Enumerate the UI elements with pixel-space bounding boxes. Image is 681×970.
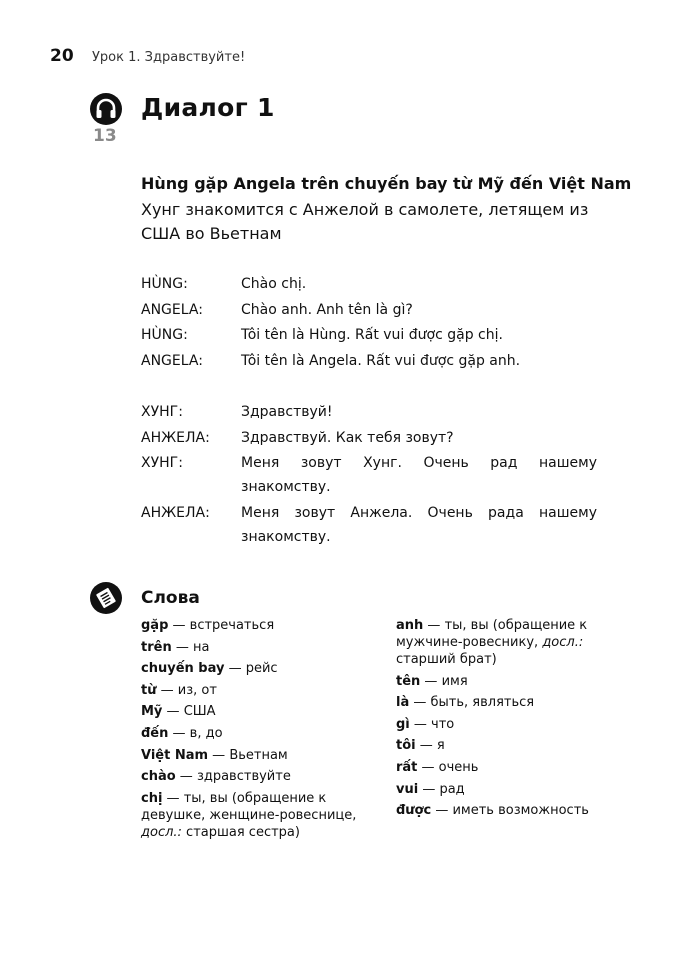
vocab-word: chào — [141, 769, 176, 785]
speaker-label: АНЖЕЛА: — [141, 429, 210, 446]
vocabulary-entry: Việt Nam — Вьетнам — [141, 747, 288, 763]
vocab-word: tên — [396, 673, 421, 689]
vocabulary-entry: gặp — встречаться — [141, 618, 275, 633]
section-title: Диалог 1 — [141, 93, 275, 122]
vocab-word: Việt Nam — [141, 747, 209, 763]
headphones-icon — [90, 93, 122, 125]
vocab-definition: я — [436, 738, 445, 754]
vocab-word: từ — [141, 682, 157, 698]
vocab-definition: США — [183, 704, 216, 720]
vocab-definition: рад — [439, 781, 465, 797]
speaker-label: АНЖЕЛА: — [141, 504, 210, 521]
vocab-word: rất — [396, 759, 418, 775]
vocab-word: gặp — [141, 618, 169, 633]
vocab-abbreviation: досл.: — [542, 635, 584, 650]
vocabulary-entry: trên — на — [141, 639, 210, 655]
vocabulary-entry: vui — рад — [396, 781, 465, 797]
vocab-word: Mỹ — [141, 704, 163, 720]
dialog-title-russian: Хунг знакомится с Анжелой в самолете, летящем из США во Вьетнам — [141, 200, 589, 243]
vocabulary-entry: từ — из, от — [141, 682, 217, 698]
speaker-label: ХУНГ: — [141, 455, 183, 471]
vocab-word: trên — [141, 639, 172, 655]
dialog-text: Chào anh. Anh tên là gì? — [241, 301, 413, 318]
dialog-line — [141, 426, 597, 450]
vocab-definition: ты, вы (обращение к мужчине-ровеснику, — [396, 618, 588, 650]
vocabulary-entry: rất — очень — [396, 759, 479, 775]
vocabulary-entry: được — иметь возможность — [396, 803, 589, 819]
speaker-label: HÙNG: — [141, 327, 188, 343]
vocab-abbreviation: досл.: — [141, 824, 182, 840]
vocab-definition: на — [192, 639, 210, 655]
speaker-label: HÙNG: — [141, 276, 188, 292]
vocabulary-entry: chào — здравствуйте — [141, 769, 291, 785]
vocab-definition: Вьетнам — [229, 747, 288, 763]
vocab-definition: в, до — [189, 725, 223, 741]
track-number: 13 — [93, 126, 117, 146]
vocabulary-entry: tên — имя — [396, 673, 468, 689]
dialog-line — [141, 451, 597, 499]
vocab-word: chị — [141, 790, 163, 806]
vocab-definition: имя — [441, 673, 468, 689]
dialog-text: Меня зовут Хунг. Очень рад нашему знакомству. — [241, 455, 597, 495]
vocab-definition: очень — [438, 759, 479, 775]
vocab-definition: рейс — [245, 661, 278, 677]
speaker-label: ХУНГ: — [141, 404, 183, 420]
speaker-label: ANGELA: — [141, 301, 203, 318]
vocabulary-column-left — [141, 617, 371, 845]
dialog-line — [141, 400, 597, 424]
vocab-definition: что — [431, 716, 455, 732]
dialog-line — [141, 349, 597, 373]
vocab-definition: ты, вы (обращение к девушке, женщине-ровеснице, — [141, 790, 357, 823]
dialog-text: Chào chị. — [241, 276, 307, 292]
vocabulary-entry: là — быть, являться — [396, 695, 535, 711]
vocab-definition: встречаться — [189, 618, 275, 633]
dialog-text: Здравствуй! — [241, 404, 333, 420]
vocab-word: được — [396, 803, 432, 819]
vocabulary-entry: tôi — я — [396, 738, 445, 754]
speaker-label: ANGELA: — [141, 352, 203, 369]
dialog-text: Здравствуй. Как тебя зовут? — [241, 429, 454, 446]
dialog-title-vietnamese: Hùng gặp Angela trên chuyến bay từ Mỹ đến Việt Nam — [141, 174, 632, 193]
vocab-definition: из, от — [177, 682, 217, 698]
vocabulary-entry: chuyến bay — рейс — [141, 661, 278, 677]
vocabulary-column-right — [396, 617, 601, 824]
dialog-text: Меня зовут Анжела. Очень рада нашему знакомству. — [241, 504, 597, 545]
vocabulary-entry: gì — что — [396, 716, 455, 732]
vocab-definition: быть, являться — [430, 695, 535, 711]
dialog-russian — [141, 400, 597, 550]
vocab-word: gì — [396, 716, 410, 732]
vocab-definition-rest: старший брат) — [396, 652, 497, 667]
vocabulary-entry: Mỹ — США — [141, 704, 216, 720]
vocab-definition: здравствуйте — [196, 769, 291, 785]
dialog-text: Tôi tên là Angela. Rất vui được gặp anh. — [241, 352, 521, 369]
dialog-line — [141, 323, 597, 347]
notebook-icon — [90, 582, 122, 614]
vocab-word: đến — [141, 725, 169, 741]
vocabulary-entry: chị — ты, вы (обращение к девушке, женщине-ровеснице, досл.: старшая сестра) — [141, 790, 357, 840]
dialog-line — [141, 272, 597, 296]
vocabulary-entry: anh — ты, вы (обращение к мужчине-ровеснику, досл.: старший брат) — [396, 618, 588, 667]
vocab-word: chuyến bay — [141, 661, 225, 677]
vocab-definition: иметь возможность — [452, 803, 589, 819]
vocab-word: vui — [396, 781, 419, 797]
vocab-definition-rest: старшая сестра) — [181, 824, 300, 840]
vocab-word: là — [396, 695, 410, 711]
dialog-text: Tôi tên là Hùng. Rất vui được gặp chị. — [241, 327, 503, 343]
running-header: Урок 1. Здравствуйте! — [92, 50, 246, 65]
vocab-word: anh — [396, 618, 424, 633]
dialog-line — [141, 298, 597, 322]
dialog-line — [141, 501, 597, 549]
vocab-word: tôi — [396, 738, 416, 754]
vocabulary-entry: đến — в, до — [141, 725, 223, 741]
dialog-vietnamese — [141, 272, 597, 374]
vocabulary-title: Слова — [141, 588, 200, 608]
page-number: 20 — [50, 46, 74, 66]
